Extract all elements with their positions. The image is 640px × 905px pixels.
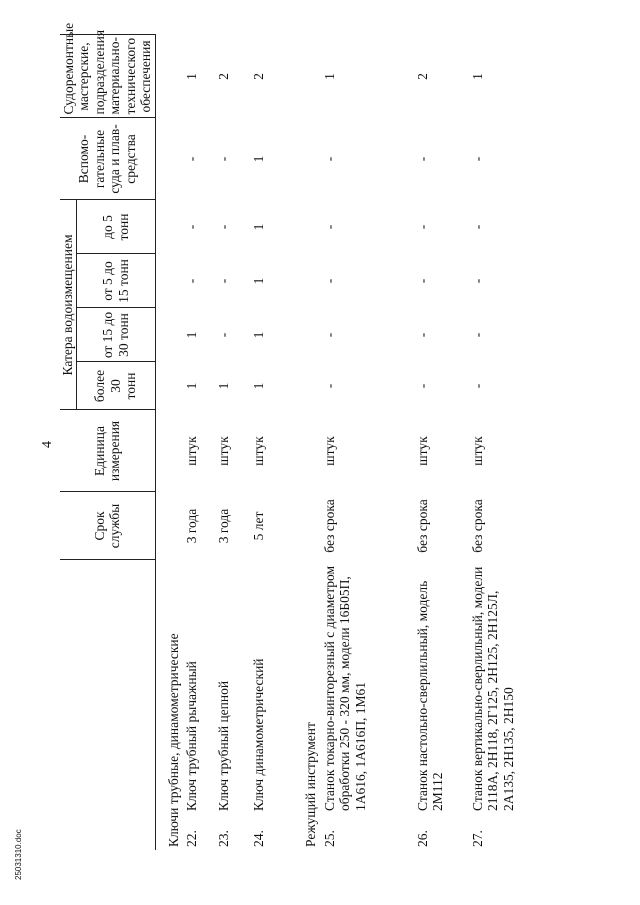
header-workshops: Судоремонтные мастерские, подразделения материально-технического обеспечения [60, 35, 155, 118]
header-name-cell [60, 560, 155, 850]
row-15-30: - [414, 332, 430, 338]
row-over30: 1 [216, 382, 232, 390]
row-upto5: - [216, 224, 232, 230]
row-5-15: - [216, 278, 232, 284]
table-row [467, 35, 538, 850]
file-label: 25031310.doc [14, 829, 23, 880]
row-upto5: - [469, 224, 485, 230]
row-workshop: 2 [251, 73, 267, 80]
row-5-15: 1 [251, 277, 267, 285]
row-name: Ключ динамометрический [251, 658, 267, 811]
row-unit: штук [216, 436, 232, 466]
row-over30: - [469, 383, 485, 389]
row-name: Ключ трубный цепной [216, 680, 232, 811]
row-upto5: 1 [251, 223, 267, 231]
table-row [213, 35, 248, 850]
table-row-group [155, 35, 181, 850]
row-number: 25. [321, 830, 337, 847]
row-name: Ключ трубный рычажный [184, 661, 200, 811]
row-upto5: - [321, 224, 337, 230]
row-unit: штук [251, 436, 267, 466]
row-15-30: - [469, 332, 485, 338]
row-workshop: 1 [469, 73, 485, 80]
header-aux-vessels: Вспомо-гательные суда и плав-средства [60, 118, 155, 200]
row-over30: 1 [251, 382, 267, 390]
table-row [319, 35, 412, 850]
row-5-15: - [184, 278, 200, 284]
row-workshop: 1 [321, 73, 337, 80]
row-life: без срока [414, 499, 430, 553]
row-unit: штук [469, 436, 485, 466]
row-aux: - [216, 156, 232, 162]
row-unit: штук [414, 436, 430, 466]
page-number: 4 [40, 441, 55, 448]
equipment-table-rotated [60, 22, 590, 850]
table-row [248, 35, 293, 850]
row-aux: - [184, 156, 200, 162]
row-life: 3 года [184, 508, 200, 544]
table-header [60, 22, 155, 850]
header-boats-group: Катера водоизмещением [60, 200, 76, 410]
header-unit: Единица измерения [60, 410, 155, 492]
row-upto5: - [184, 224, 200, 230]
row-workshop: 2 [216, 73, 232, 80]
row-aux: - [321, 156, 337, 162]
row-life: без срока [321, 499, 337, 553]
row-number: 27. [469, 830, 485, 847]
row-life: 5 лет [251, 511, 267, 541]
row-name: Станок вертикально-сверлильный, модели 2118А, 2Н118, 2Г125, 2Н125, 2Н125Л, 2А135, 2Н135, 2Н150 [469, 566, 516, 811]
table-row-group [293, 35, 319, 850]
equipment-table [60, 22, 538, 850]
row-workshop: 2 [414, 73, 430, 80]
row-upto5: - [414, 224, 430, 230]
row-5-15: - [469, 278, 485, 284]
row-name: Станок токарно-винторезный с диаметром обработки 250 - 320 мм, модели 16Б05П, 1А616, 1А616П, 1М61 [321, 565, 368, 811]
row-15-30: - [321, 332, 337, 338]
row-number: 23. [216, 830, 232, 847]
row-aux: - [469, 156, 485, 162]
row-over30: - [321, 383, 337, 389]
table-body [155, 35, 538, 850]
row-unit: штук [321, 436, 337, 466]
row-15-30: - [216, 332, 232, 338]
row-5-15: - [321, 278, 337, 284]
row-over30: 1 [184, 382, 200, 390]
table-row [412, 35, 467, 850]
row-15-30: 1 [251, 331, 267, 339]
row-number: 26. [414, 830, 430, 847]
row-life: без срока [469, 499, 485, 553]
table-row [181, 35, 213, 850]
row-number: 24. [251, 830, 267, 847]
row-aux: - [414, 156, 430, 162]
group-title: Режущий инструмент [303, 722, 319, 847]
row-workshop: 1 [184, 73, 200, 80]
row-15-30: 1 [184, 331, 200, 339]
row-number: 22. [184, 830, 200, 847]
row-life: 3 года [216, 508, 232, 544]
row-name: Станок настольно-сверлильный, модель 2М112 [414, 580, 446, 811]
header-boats-over30: более 30 тонн [76, 362, 155, 410]
row-aux: 1 [251, 155, 267, 163]
row-unit: штук [184, 436, 200, 466]
row-over30: - [414, 383, 430, 389]
header-boats-5-15: от 5 до 15 тонн [76, 254, 155, 308]
header-boats-upto5: до 5 тонн [76, 200, 155, 254]
header-boats-15-30: от 15 до 30 тонн [76, 308, 155, 362]
header-service-life: Срок службы [60, 492, 155, 560]
row-5-15: - [414, 278, 430, 284]
group-title: Ключи трубные, динамометрические [165, 633, 181, 847]
